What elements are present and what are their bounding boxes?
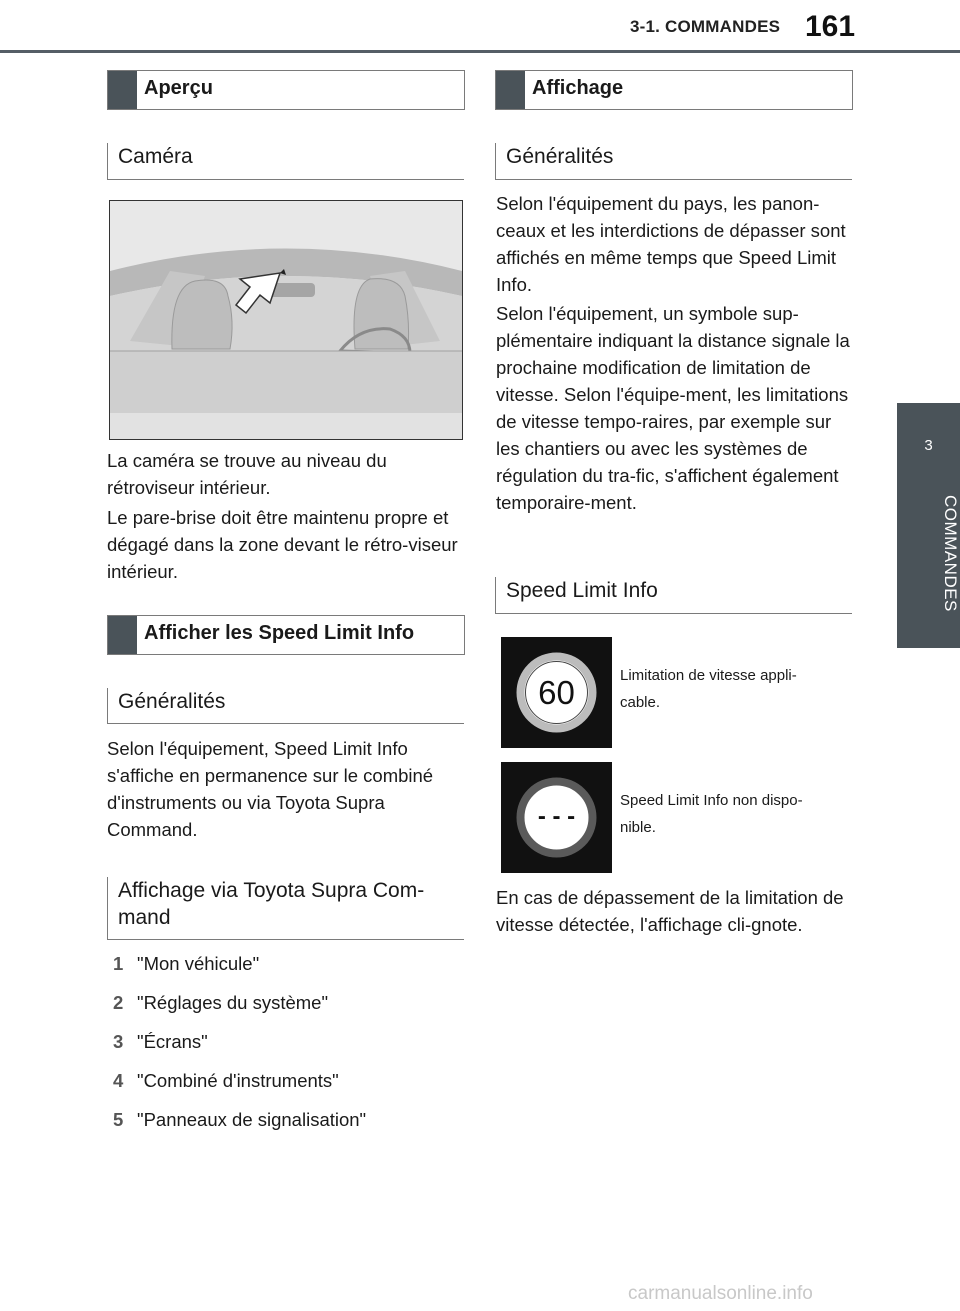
- chapter-number: 3: [924, 437, 933, 454]
- header-rule: [0, 50, 960, 53]
- step-item: 3 "Écrans": [113, 1031, 208, 1052]
- speed-limit-value: 60: [538, 674, 575, 711]
- step-item: 4 "Combiné d'instruments": [113, 1070, 339, 1091]
- heading-bar: [108, 71, 137, 109]
- step-item: 1 "Mon véhicule": [113, 953, 260, 974]
- chapter-side-tab[interactable]: [897, 403, 960, 648]
- subheading-camera: [107, 143, 464, 180]
- camera-location-photo: [109, 200, 463, 440]
- subheading-affichage-via: [107, 877, 464, 940]
- speed-limit-sign-icon: [501, 637, 612, 748]
- subheading-speed-limit-info: [495, 577, 852, 614]
- generalites-right-paragraph-2: Selon l'équipement, un symbole sup-plémentaire indiquant la distance signale la prochaine modification de limitation de vitesse. Selon l'équipe-ment, les limitations de vitesse tempo-raires, par exemple sur les chantiers ou avec les systèmes de régulation du tra-fic, s'affichent également temporaire-ment.: [496, 303, 850, 513]
- heading-apercu: [107, 70, 465, 110]
- subheading-camera-text: Caméra: [118, 145, 193, 168]
- car-interior-illustration: [110, 201, 462, 439]
- speed-limit-unavailable-display: [501, 762, 612, 873]
- final-paragraph: En cas de dépassement de la limitation de vitesse détectée, l'affichage cli-gnote.: [496, 887, 844, 935]
- heading-afficher-speed-limit: [107, 615, 465, 655]
- chapter-label: COMMANDES: [941, 495, 960, 612]
- generalites-right-paragraph-1: Selon l'équipement du pays, les panon-ceaux et les interdictions de dépasser sont affichés en même temps que Speed Limit Info.: [496, 193, 846, 295]
- menu-path-steps: [113, 950, 366, 1145]
- subheading-generalites-left-text: Généralités: [118, 690, 226, 713]
- step-item: 2 "Réglages du système": [113, 992, 329, 1013]
- heading-affichage-text: Affichage: [532, 77, 624, 99]
- subheading-generalites-right: [495, 143, 852, 180]
- subheading-affichage-via-text: Affichage via Toyota Supra Com-mand: [118, 879, 425, 929]
- heading-bar: [496, 71, 525, 109]
- subheading-speed-limit-info-text: Speed Limit Info: [506, 579, 658, 602]
- subheading-generalites-left: [107, 688, 464, 724]
- sign-unavailable-caption: Speed Limit Info non dispo-nible.: [620, 792, 803, 836]
- speed-limit-unavailable-value: - - -: [537, 803, 576, 830]
- camera-paragraph-1: La caméra se trouve au niveau du rétroviseur intérieur.: [107, 450, 387, 498]
- watermark: carmanualsonline.info: [628, 1283, 813, 1304]
- header-section-title: 3-1. COMMANDES: [630, 17, 781, 36]
- sign-60-caption: Limitation de vitesse appli-cable.: [620, 667, 797, 711]
- subheading-generalites-right-text: Généralités: [506, 145, 614, 168]
- heading-apercu-text: Aperçu: [144, 77, 213, 99]
- generalites-left-paragraph: Selon l'équipement, Speed Limit Info s'affiche en permanence sur le combiné d'instruments ou via Toyota Supra Command.: [107, 738, 434, 840]
- page-number: 161: [805, 10, 856, 43]
- step-item: 5 "Panneaux de signalisation": [113, 1109, 367, 1130]
- heading-affichage: [495, 70, 853, 110]
- speed-limit-unavailable-icon: [501, 762, 612, 873]
- speed-limit-60-display: [501, 637, 612, 748]
- heading-bar: [108, 616, 137, 654]
- camera-paragraph-2: Le pare-brise doit être maintenu propre et dégagé dans la zone devant le rétro-viseur intérieur.: [107, 507, 458, 582]
- heading-afficher-text: Afficher les Speed Limit Info: [144, 622, 415, 644]
